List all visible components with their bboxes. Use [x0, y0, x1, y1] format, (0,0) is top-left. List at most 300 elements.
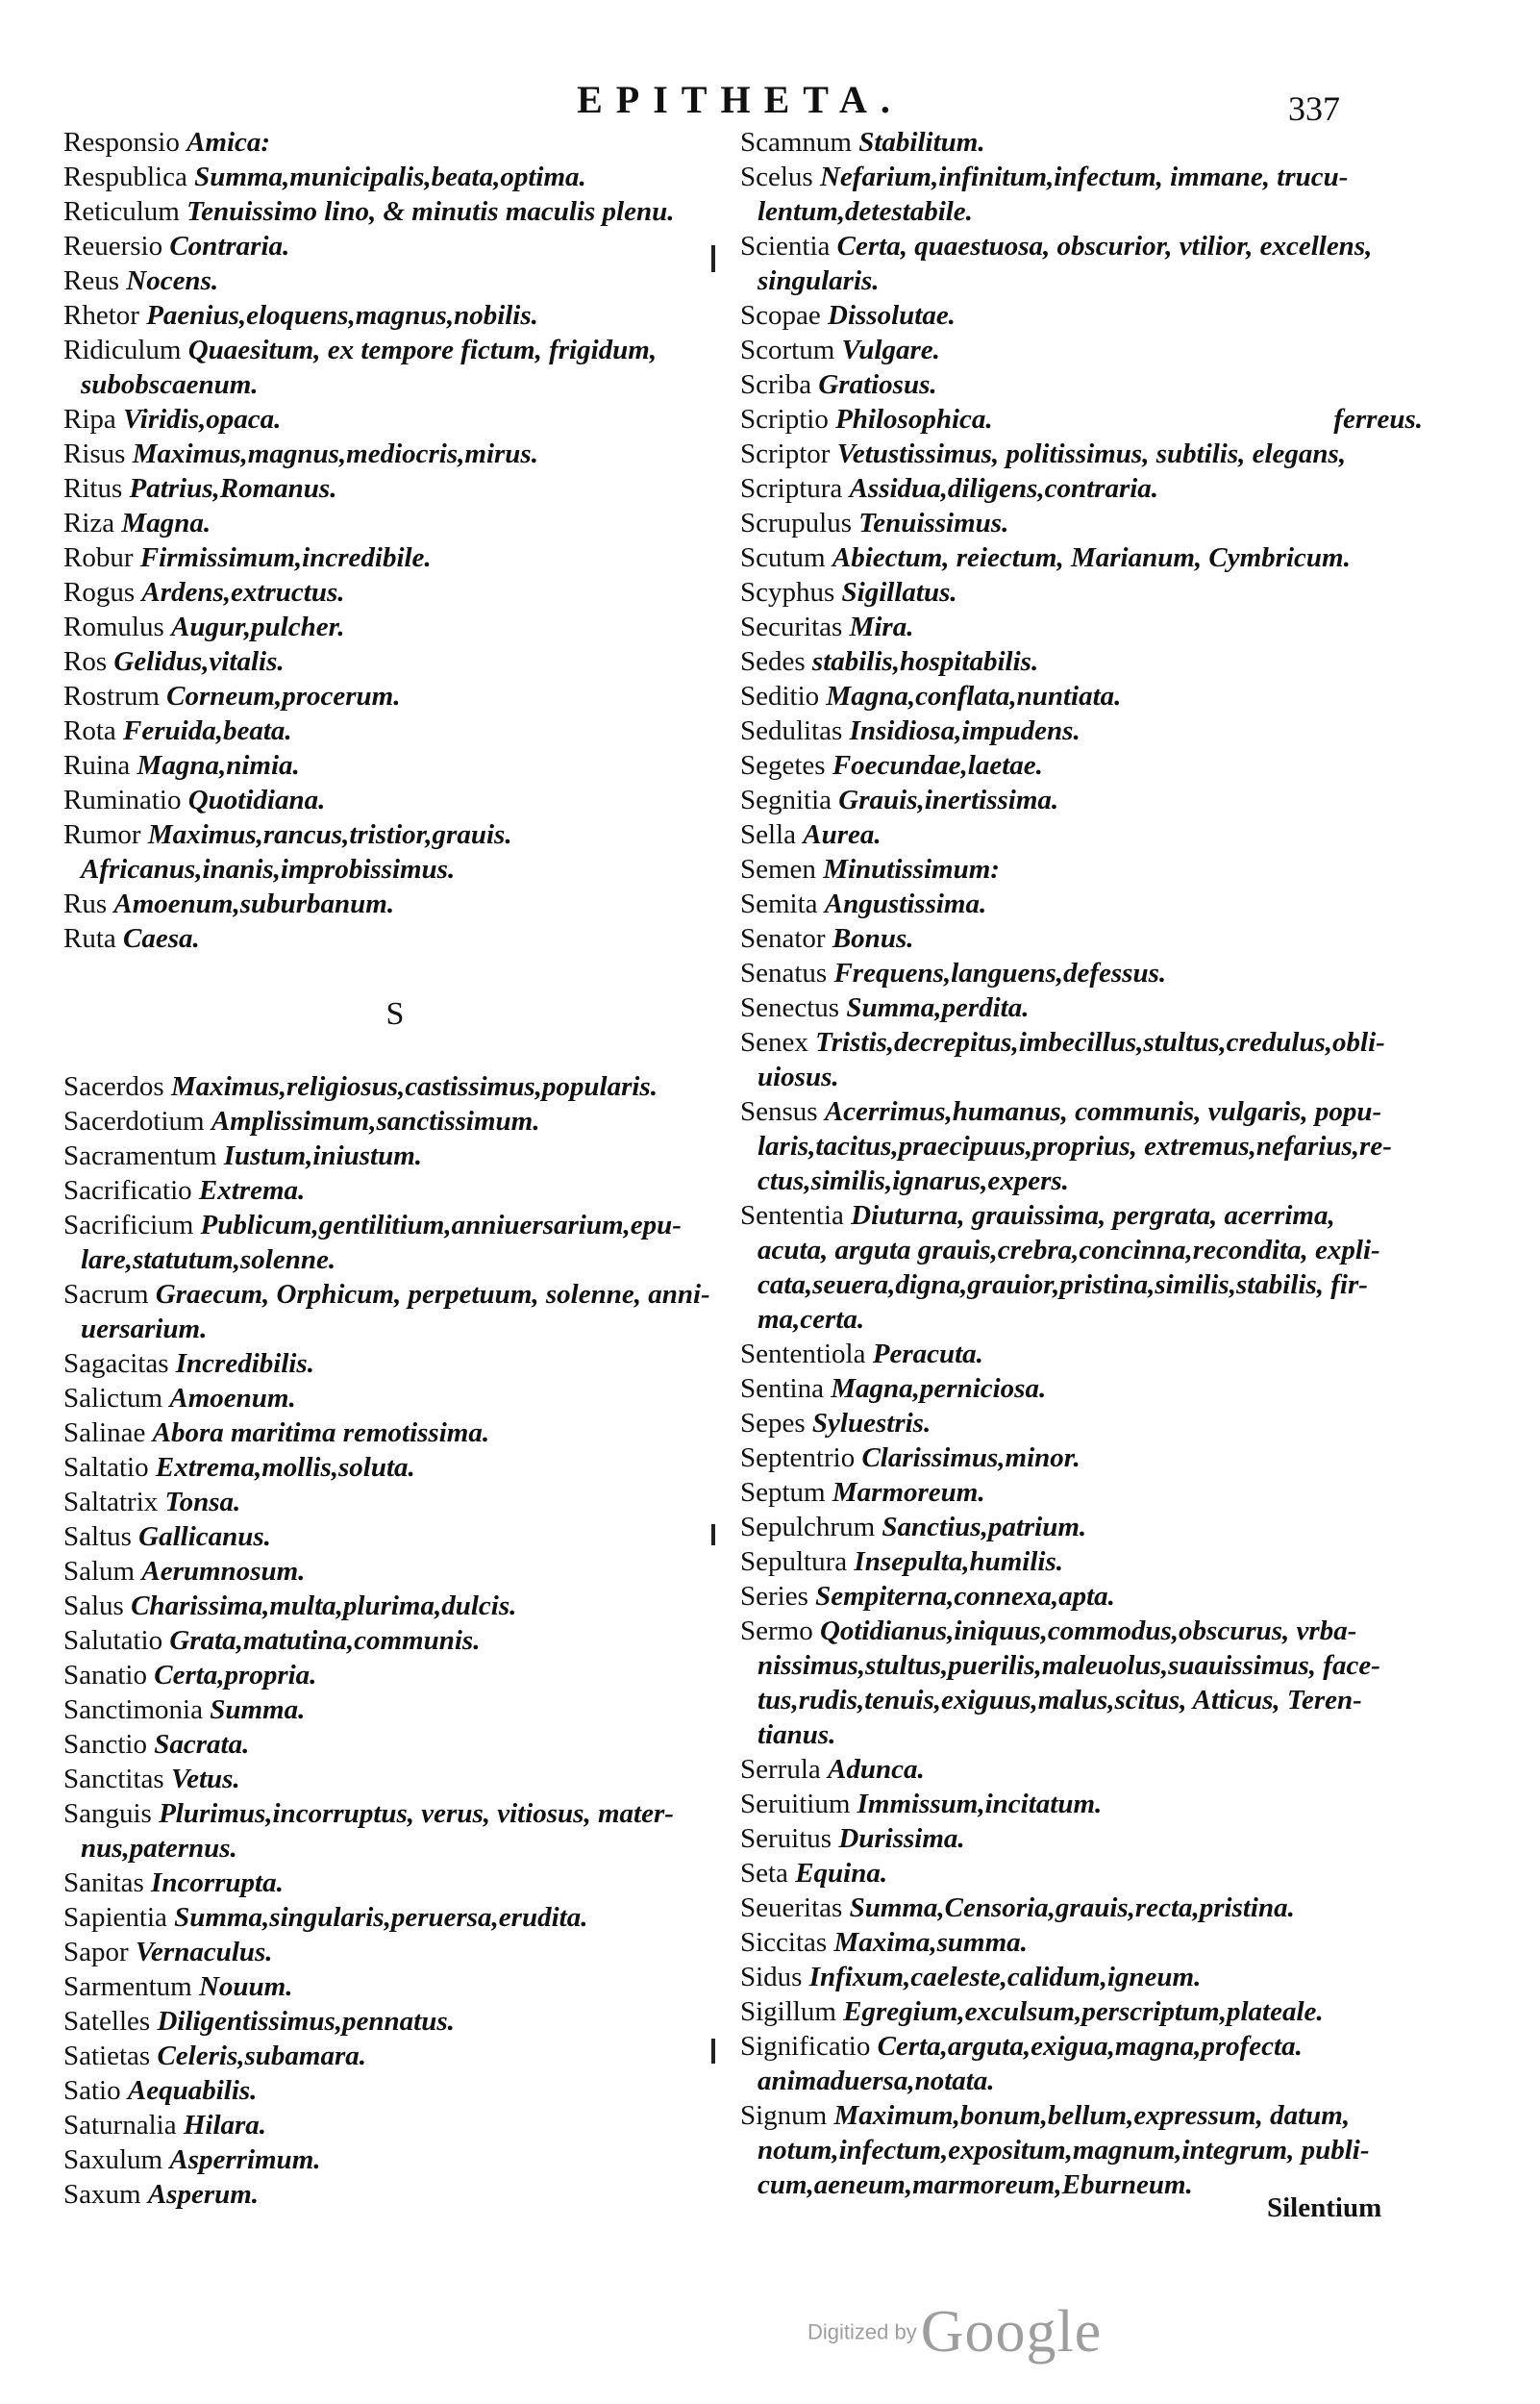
entry-headword: Ros [63, 646, 108, 677]
dictionary-entry [740, 1510, 1423, 1544]
entry-epithets: Hilara. [183, 2110, 267, 2141]
entry-headword: Senectus [740, 992, 840, 1023]
dictionary-entry [63, 194, 727, 229]
entry-epithets: Extrema,mollis,soluta. [155, 1452, 415, 1483]
dictionary-entry [63, 1692, 727, 1727]
entry-headword: Sagacitas [63, 1348, 169, 1379]
entry-headword: Ripa [63, 404, 116, 435]
entry-headword: Reus [63, 265, 119, 296]
dictionary-entry [740, 506, 1423, 540]
entry-epithets: Plurimus,incorruptus, verus, vitiosus, mater- [159, 1798, 674, 1829]
dictionary-entry [740, 471, 1423, 506]
entry-epithets: Gelidus,vitalis. [113, 646, 285, 677]
entry-epithets: Insidiosa,impudens. [849, 715, 1080, 746]
dictionary-entry [740, 160, 1423, 194]
dictionary-entry [63, 575, 727, 610]
entry-epithets: Stabilitum. [858, 127, 985, 158]
entry-continuation: lare,statutum,solenne. [81, 1244, 336, 1275]
entry-epithets: Syluestris. [811, 1408, 931, 1439]
dictionary-entry [740, 817, 1423, 852]
entry-epithets: Celeris,subamara. [157, 2041, 366, 2071]
dictionary-entry [740, 610, 1423, 644]
entry-headword: Saltatio [63, 1452, 149, 1483]
entry-headword: Securitas [740, 612, 843, 642]
entry-continuation: lentum,detestabile. [758, 196, 973, 227]
entry-epithets: Summa,Censoria,grauis,recta,pristina. [849, 1892, 1295, 1923]
entry-headword: Sarmentum [63, 1971, 192, 2002]
entry-epithets: Publicum,gentilitium,anniuersarium,epu- [200, 1210, 682, 1240]
dictionary-entry [740, 783, 1423, 817]
entry-epithets: Viridis,opaca. [123, 404, 282, 435]
dictionary-entry [740, 1856, 1423, 1891]
entry-epithets: Frequens,languens,defessus. [833, 958, 1167, 989]
dictionary-entry [63, 1450, 727, 1485]
entry-continuation: tus,rudis,tenuis,exiguus,malus,scitus, Atticus, Teren- [758, 1685, 1362, 1715]
entry-headword: Scientia [740, 231, 831, 262]
entry-epithets: Magna,conflata,nuntiata. [826, 681, 1122, 712]
entry-epithets: Aequabilis. [127, 2075, 258, 2106]
entry-epithets: Diligentissimus,pennatus. [157, 2006, 455, 2037]
entry-headword: Seruitus [740, 1823, 832, 1854]
dictionary-entry [63, 1658, 727, 1692]
entry-epithets: Sanctius,patrium. [882, 1512, 1087, 1542]
entry-headword: Scelus [740, 162, 813, 192]
dictionary-entry [63, 644, 727, 679]
dictionary-entry [740, 1198, 1423, 1233]
entry-headword: Sacerdos [63, 1071, 164, 1102]
dictionary-entry [63, 2177, 727, 2212]
dictionary-entry [740, 2098, 1423, 2133]
entry-epithets: Certa,arguta,exigua,magna,profecta. [877, 2031, 1303, 2062]
entry-continuation: tianus. [758, 1719, 836, 1750]
dictionary-entry [63, 1796, 727, 1831]
entry-epithets: Quaesitum, ex tempore fictum, frigidum, [187, 335, 658, 365]
entry-continuation: subobscaenum. [81, 369, 259, 400]
left-column [63, 125, 727, 2212]
entry-epithets: Nocens. [126, 265, 219, 296]
entry-headword: Segnitia [740, 785, 832, 815]
dictionary-entry [63, 263, 727, 298]
entry-epithets: Maximus,rancus,tristior,grauis. [147, 819, 512, 850]
dictionary-entry [740, 990, 1423, 1025]
dictionary-entry [63, 471, 727, 506]
entry-epithets: Minutissimum: [823, 854, 1000, 885]
entry-epithets: Summa,perdita. [846, 992, 1030, 1023]
entry-headword: Rhetor [63, 300, 139, 331]
entry-headword: Sacrificium [63, 1210, 194, 1240]
entry-epithets: Maximus,magnus,mediocris,mirus. [132, 438, 538, 469]
entry-headword: Sepultura [740, 1546, 848, 1577]
entry-headword: Seditio [740, 681, 820, 712]
entry-headword: Sanitas [63, 1867, 144, 1898]
entry-headword: Salus [63, 1590, 124, 1621]
dictionary-entry [63, 610, 727, 644]
entry-headword: Scriptura [740, 473, 843, 504]
dictionary-entry [740, 1752, 1423, 1787]
dictionary-entry [63, 2004, 727, 2039]
dictionary-entry [63, 506, 727, 540]
entry-epithets: Abiectum, reiectum, Marianum, Cymbricum. [832, 542, 1351, 573]
dictionary-entry [740, 1614, 1423, 1648]
entry-epithets: Asperum. [147, 2179, 260, 2210]
entry-headword: Salictum [63, 1383, 163, 1414]
dictionary-entry [740, 1891, 1423, 1925]
entry-epithets: Magna. [121, 508, 211, 538]
entry-headword: Scyphus [740, 577, 835, 608]
entry-headword: Sacrum [63, 1279, 149, 1310]
entry-headword: Ruminatio [63, 785, 182, 815]
entry-headword: Saltatrix [63, 1487, 159, 1517]
dictionary-entry [740, 1475, 1423, 1510]
entry-epithets: Assidua,diligens,contraria. [849, 473, 1159, 504]
entry-epithets: Clarissimus,minor. [861, 1442, 1080, 1473]
entry-epithets: Immissum,incitatum. [857, 1789, 1103, 1819]
entry-headword: Ridiculum [63, 335, 182, 365]
entry-headword: Scrupulus [740, 508, 852, 538]
dictionary-entry [63, 2073, 727, 2108]
entry-headword: Reticulum [63, 196, 180, 227]
entry-epithets: Corneum,procerum. [166, 681, 401, 712]
dictionary-entry [740, 1371, 1423, 1406]
entry-epithets: Dissolutae. [828, 300, 956, 331]
dictionary-entry [740, 714, 1423, 748]
entry-headword: Scortum [740, 335, 835, 365]
entry-epithets: Amoenum. [169, 1383, 296, 1414]
dictionary-entry [740, 1337, 1423, 1371]
entry-headword: Salinae [63, 1417, 146, 1448]
dictionary-entry [740, 402, 1423, 437]
entry-epithets: Augur,pulcher. [171, 612, 345, 642]
entry-epithets: Adunca. [828, 1754, 925, 1785]
entry-continuation: cum,aeneum,marmoreum,Eburneum. [758, 2169, 1193, 2200]
entry-epithets: Incorrupta. [151, 1867, 284, 1898]
entry-epithets: Vetustissimus, politissimus, subtilis, elegans, [836, 438, 1347, 469]
dictionary-entry [63, 160, 727, 194]
entry-continuation: notum,infectum,expositum,magnum,integrum, publi- [758, 2135, 1370, 2166]
dictionary-entry [63, 1554, 727, 1589]
dictionary-entry [63, 1589, 727, 1623]
dictionary-entry [63, 229, 727, 263]
dictionary-entry [63, 679, 727, 714]
entry-epithets: Angustissima. [824, 889, 987, 919]
entry-continuation: cata,seuera,digna,grauior,pristina,similis,stabilis, fir- [758, 1269, 1368, 1300]
entry-headword: Satio [63, 2075, 121, 2106]
running-head: EPITHETA. [577, 78, 904, 121]
dictionary-entry [740, 1440, 1423, 1475]
entry-continuation: uersarium. [81, 1314, 208, 1344]
entry-headword: Reuersio [63, 231, 163, 262]
entry-headword: Romulus [63, 612, 164, 642]
dictionary-entry [63, 402, 727, 437]
entry-epithets: Sempiterna,connexa,apta. [815, 1581, 1115, 1612]
dictionary-entry [63, 333, 727, 367]
entry-epithets: Durissima. [838, 1823, 965, 1854]
dictionary-entry [63, 540, 727, 575]
entry-epithets: Tenuissimus. [858, 508, 1009, 538]
entry-continuation: Africanus,inanis,improbissimus. [81, 854, 456, 885]
dictionary-entry [63, 1139, 727, 1173]
entry-headword: Semita [740, 889, 818, 919]
page-number: 337 [1288, 89, 1340, 128]
dictionary-entry [740, 367, 1423, 402]
dictionary-entry [740, 575, 1423, 610]
entry-headword: Rota [63, 715, 116, 746]
entry-headword: Segetes [740, 750, 826, 781]
entry-epithets: Magna,nimia. [137, 750, 300, 781]
entry-epithets: Egregium,exculsum,perscriptum,plateale. [843, 1996, 1324, 2027]
entry-epithets: Abora maritima remotissima. [152, 1417, 490, 1448]
dictionary-entry [63, 887, 727, 921]
entry-headword: Sanatio [63, 1660, 147, 1690]
dictionary-entry [740, 644, 1423, 679]
entry-headword: Senatus [740, 958, 828, 989]
dictionary-entry [63, 783, 727, 817]
dictionary-entry [740, 1094, 1423, 1129]
entry-epithets: Summa,singularis,peruersa,erudita. [174, 1902, 588, 1933]
catchword: Silentium [1267, 2192, 1382, 2223]
entry-continuation: acuta, arguta grauis,crebra,concinna,recondita, expli- [758, 1235, 1380, 1265]
dictionary-entry [740, 2029, 1423, 2064]
entry-headword: Senex [740, 1027, 808, 1058]
entry-epithets: Mira. [849, 612, 914, 642]
entry-headword: Salutatio [63, 1625, 163, 1656]
entry-epithets: Summa. [210, 1694, 306, 1725]
dictionary-entry [63, 714, 727, 748]
entry-headword: Sanctimonia [63, 1694, 203, 1725]
entry-epithets: Certa,propria. [154, 1660, 317, 1690]
entry-epithets: Quotidiana. [187, 785, 326, 815]
entry-headword: Sella [740, 819, 796, 850]
entry-headword: Sepulchrum [740, 1512, 876, 1542]
entry-headword: Sermo [740, 1615, 813, 1646]
entry-headword: Scopae [740, 300, 821, 331]
dictionary-entry [63, 1900, 727, 1935]
entry-headword: Septum [740, 1477, 826, 1508]
dictionary-entry [740, 1960, 1423, 1994]
entry-epithets: Nefarium,infinitum,infectum, immane, trucu- [819, 162, 1349, 192]
entry-epithets: Peracuta. [872, 1339, 983, 1369]
dictionary-entry [63, 1485, 727, 1519]
entry-epithets: Grauis,inertissima. [838, 785, 1059, 815]
entry-continuation: laris,tacitus,praecipuus,proprius, extremus,nefarius,re- [758, 1131, 1392, 1162]
entry-continuation: nissimus,stultus,puerilis,maleuolus,suauissimus, face- [758, 1650, 1380, 1681]
dictionary-entry [63, 437, 727, 471]
entry-headword: Sensus [740, 1096, 818, 1127]
entry-epithets: Nouum. [198, 1971, 293, 2002]
entry-epithets: Sacrata. [154, 1729, 250, 1760]
dictionary-entry [63, 2142, 727, 2177]
dictionary-entry [740, 1025, 1423, 1060]
section-letter-s: S [385, 996, 405, 1032]
dictionary-entry [63, 1415, 727, 1450]
entry-headword: Sanguis [63, 1798, 152, 1829]
entry-headword: Ruta [63, 923, 116, 954]
dictionary-entry [740, 125, 1423, 160]
entry-headword: Scriptor [740, 438, 831, 469]
entry-headword: Scamnum [740, 127, 852, 158]
dictionary-entry [63, 2108, 727, 2142]
google-logo: Google [920, 2299, 1103, 2365]
dictionary-entry [740, 748, 1423, 783]
entry-headword: Sacramentum [63, 1140, 217, 1171]
dictionary-entry [740, 437, 1423, 471]
entry-epithets: Diuturna, grauissima, pergrata, acerrima, [851, 1200, 1335, 1231]
entry-headword: Saxum [63, 2179, 141, 2210]
dictionary-entry [63, 1173, 727, 1208]
entry-headword: Senator [740, 923, 826, 954]
entry-epithets: Contraria. [169, 231, 290, 262]
entry-epithets: Tristis,decrepitus,imbecillus,stultus,credulus,obli- [815, 1027, 1385, 1058]
entry-epithets: Graecum, Orphicum, perpetuum, solenne, anni- [155, 1279, 710, 1310]
entry-continuation: singularis. [758, 265, 880, 296]
entry-continuation: uiosus. [758, 1062, 839, 1092]
entry-epithets: Maximus,religiosus,castissimus,popularis. [170, 1071, 658, 1102]
entry-epithets: stabilis,hospitabilis. [811, 646, 1039, 677]
right-entries [740, 125, 1423, 2202]
entry-headword: Riza [63, 508, 115, 538]
dictionary-entry [740, 679, 1423, 714]
dictionary-entry [740, 1787, 1423, 1821]
entry-headword: Salum [63, 1556, 136, 1587]
entry-epithets: Vetus. [170, 1764, 240, 1794]
entry-continuation: ctus,similis,ignarus,expers. [758, 1165, 1069, 1196]
entry-headword: Series [740, 1581, 808, 1612]
entry-epithets: Vulgare. [841, 335, 940, 365]
dictionary-entry [740, 852, 1423, 887]
entry-epithets: Asperrimum. [169, 2144, 321, 2175]
entry-headword: Sacrificatio [63, 1175, 192, 1206]
entry-headword: Sedes [740, 646, 806, 677]
entry-epithets: Tenuissimo lino, & minutis maculis plenu. [186, 196, 675, 227]
entry-epithets: Acerrimus,humanus, communis, vulgaris, popu- [824, 1096, 1382, 1127]
entry-headword: Ritus [63, 473, 123, 504]
entry-epithets: Maximum,bonum,bellum,expressum, datum, [833, 2100, 1351, 2131]
entry-epithets: Grata,matutina,communis. [169, 1625, 481, 1656]
entry-headword: Sapor [63, 1937, 129, 1967]
entry-continuation: animaduersa,notata. [758, 2066, 995, 2096]
dictionary-entry [740, 298, 1423, 333]
entry-headword: Sanctio [63, 1729, 147, 1760]
entry-epithets: Insepulta,humilis. [854, 1546, 1063, 1577]
entry-headword: Satelles [63, 2006, 151, 2037]
entry-headword: Semen [740, 854, 816, 885]
entry-epithets: Bonus. [832, 923, 914, 954]
dictionary-entry [63, 748, 727, 783]
entry-epithets: Equina. [795, 1858, 888, 1889]
dictionary-entry [63, 921, 727, 956]
entry-headword: Saltus [63, 1521, 132, 1552]
dictionary-entry [63, 1727, 727, 1762]
dictionary-entry [63, 1277, 727, 1312]
entry-epithets: Amica: [186, 127, 271, 158]
entry-epithets: Marmoreum. [832, 1477, 985, 1508]
dictionary-entry [63, 1866, 727, 1900]
entry-headword: Sanctitas [63, 1764, 164, 1794]
dictionary-entry [740, 921, 1423, 956]
entry-headword: Robur [63, 542, 134, 573]
dictionary-entry [740, 229, 1423, 263]
dictionary-entry [63, 817, 727, 852]
dictionary-entry [63, 1208, 727, 1242]
entry-epithets: Ardens,extructus. [141, 577, 345, 608]
entry-headword: Seruitium [740, 1789, 851, 1819]
entry-headword: Siccitas [740, 1927, 828, 1958]
dictionary-entry [740, 1821, 1423, 1856]
entry-epithets: Magna,perniciosa. [831, 1373, 1047, 1404]
entry-epithets: Foecundae,laetae. [832, 750, 1043, 781]
entry-headword: Rus [63, 889, 108, 919]
entry-headword: Significatio [740, 2031, 871, 2062]
entry-epithets: Infixum,caeleste,calidum,igneum. [808, 1962, 1202, 1992]
entry-epithets: Tonsa. [164, 1487, 241, 1517]
entry-headword: Sacerdotium [63, 1106, 205, 1137]
entry-epithets: Sigillatus. [841, 577, 957, 608]
entry-headword: Sigillum [740, 1996, 836, 2027]
dictionary-entry [740, 887, 1423, 921]
entry-epithets: Charissima,multa,plurima,dulcis. [131, 1590, 517, 1621]
entry-headword: Satietas [63, 2041, 151, 2071]
entry-headword: Rumor [63, 819, 141, 850]
entry-headword: Serrula [740, 1754, 821, 1785]
dictionary-entry [63, 1762, 727, 1796]
dictionary-entry [740, 956, 1423, 990]
dictionary-entry [63, 1104, 727, 1139]
dictionary-entry [63, 1381, 727, 1415]
entry-headword: Scutum [740, 542, 826, 573]
dictionary-entry [63, 1519, 727, 1554]
entry-epithets: Vernaculus. [135, 1937, 273, 1967]
entry-headword: Saturnalia [63, 2110, 177, 2141]
entry-epithets: Aerumnosum. [141, 1556, 306, 1587]
dictionary-entry [63, 1623, 727, 1658]
entry-epithets: Amplissimum,sanctissimum. [211, 1106, 540, 1137]
right-column [740, 125, 1423, 2202]
entry-headword: Respublica [63, 162, 187, 192]
dictionary-entry [63, 1935, 727, 1969]
entry-continuation: ma,certa. [758, 1304, 865, 1335]
entry-epithets: Paenius,eloquens,magnus,nobilis. [146, 300, 538, 331]
entry-headword: Sepes [740, 1408, 806, 1439]
dictionary-entry [740, 1994, 1423, 2029]
entry-epithets: Certa, quaestuosa, obscurior, vtilior, excellens, [836, 231, 1373, 262]
entry-headword: Sententiola [740, 1339, 866, 1369]
entry-headword: Scriptio [740, 404, 829, 435]
entry-headword: Rostrum [63, 681, 160, 712]
entry-headword: Seueritas [740, 1892, 843, 1923]
entry-headword: Septentrio [740, 1442, 856, 1473]
entry-headword: Ruina [63, 750, 131, 781]
dictionary-entry [63, 1069, 727, 1104]
entry-epithets: Firmissimum,incredibile. [139, 542, 432, 573]
r-entries [63, 125, 727, 956]
digitized-watermark [807, 2298, 1154, 2366]
entry-epithets: Patrius,Romanus. [129, 473, 337, 504]
dictionary-entry [740, 1544, 1423, 1579]
entry-epithets: Incredibilis. [175, 1348, 314, 1379]
entry-epithets: Caesa. [123, 923, 200, 954]
entry-headword: Sapientia [63, 1902, 167, 1933]
entry-headword: Sidus [740, 1962, 803, 1992]
dictionary-entry [63, 298, 727, 333]
entry-epithets: Aurea. [803, 819, 882, 850]
s-entries [63, 1069, 727, 2212]
entry-headword: Signum [740, 2100, 828, 2131]
entry-headword: Rogus [63, 577, 136, 608]
entry-headword: Sentina [740, 1373, 824, 1404]
entry-headword: Sententia [740, 1200, 844, 1231]
dictionary-entry [740, 333, 1423, 367]
watermark-prefix: Digitized by [807, 2319, 917, 2344]
